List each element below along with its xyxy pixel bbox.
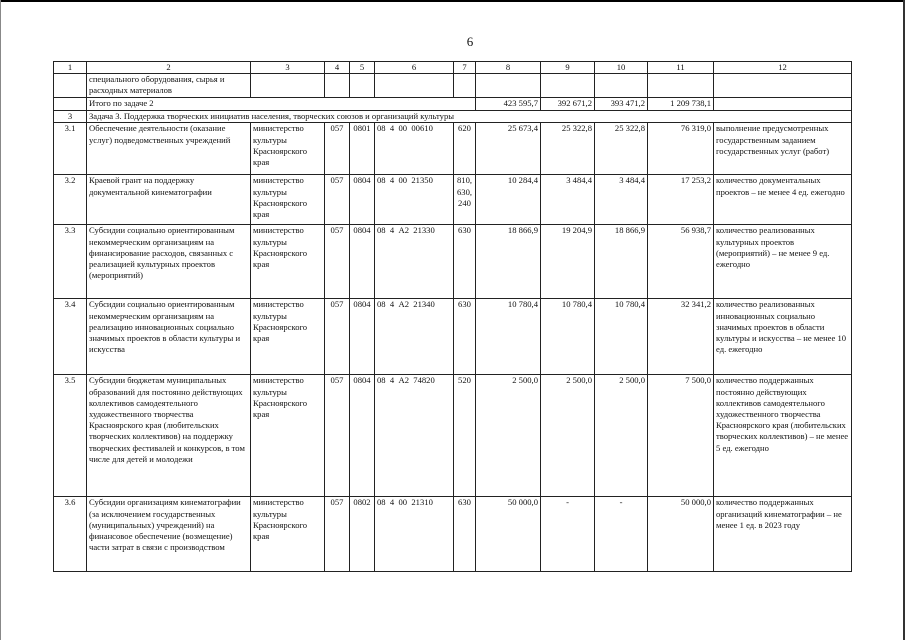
col-header-11: 11 (648, 62, 714, 74)
table-row (54, 497, 852, 572)
agency: министерство культуры Красноярского края (251, 375, 325, 497)
measure-name: Субсидии бюджетам муниципальных образований для постоянно действующих коллективов самодеятельного художественного творчества Красноярского края (любительских творческих коллективов) на поддержку творческих фестивалей и конкурсов, в том числе для детей и молодежи (87, 375, 251, 497)
value-8: 50 000,0 (476, 497, 541, 572)
value-10: 2 500,0 (595, 375, 648, 497)
agency: министерство культуры Красноярского края (251, 497, 325, 572)
total-label: Итого по задаче 2 (87, 98, 476, 111)
col-header-2: 2 (87, 62, 251, 74)
value-11: 50 000,0 (648, 497, 714, 572)
task-number: 3 (54, 111, 87, 123)
col-header-5: 5 (350, 62, 375, 74)
code-6: 08 4 00 00610 (375, 123, 454, 175)
col-header-10: 10 (595, 62, 648, 74)
value-11: 17 253,2 (648, 175, 714, 225)
row-number: 3.1 (54, 123, 87, 175)
col-header-7: 7 (454, 62, 476, 74)
code-6: 08 4 А2 74820 (375, 375, 454, 497)
page-left-border (0, 0, 1, 640)
carry-over-row (54, 74, 852, 98)
measure-name: Субсидии социально ориентированным некоммерческим организациям на финансирование расходов, связанных с реализацией культурных проектов (мероприятий) (87, 225, 251, 299)
value-8: 25 673,4 (476, 123, 541, 175)
program-table (53, 61, 852, 572)
code-7: 520 (454, 375, 476, 497)
value-8: 10 780,4 (476, 299, 541, 375)
result: количество поддержанных организаций кинематографии – не менее 1 ед. в 2023 году (714, 497, 852, 572)
agency: министерство культуры Красноярского края (251, 225, 325, 299)
carry-over-text: специального оборудования, сырья и расходных материалов (87, 74, 251, 98)
value-9: 3 484,4 (541, 175, 595, 225)
result: выполнение предусмотренных государственным заданием государственных услуг (работ) (714, 123, 852, 175)
agency: министерство культуры Красноярского края (251, 123, 325, 175)
table-row (54, 299, 852, 375)
value-9: 10 780,4 (541, 299, 595, 375)
value-9: - (541, 497, 595, 572)
row-number: 3.3 (54, 225, 87, 299)
code-7: 620 (454, 123, 476, 175)
measure-name: Субсидии социально ориентированным некоммерческим организациям на реализацию инновационных социально значимых проектов в области культуры и искусства (87, 299, 251, 375)
row-number: 3.4 (54, 299, 87, 375)
value-9: 25 322,8 (541, 123, 595, 175)
col-header-3: 3 (251, 62, 325, 74)
code-5: 0804 (350, 225, 375, 299)
code-6: 08 4 А2 21340 (375, 299, 454, 375)
code-4: 057 (325, 299, 350, 375)
table-row (54, 375, 852, 497)
col-header-4: 4 (325, 62, 350, 74)
col-header-12: 12 (714, 62, 852, 74)
col-header-8: 8 (476, 62, 541, 74)
value-10: 10 780,4 (595, 299, 648, 375)
col-header-9: 9 (541, 62, 595, 74)
code-7: 630 (454, 225, 476, 299)
total-value-8: 423 595,7 (476, 98, 541, 111)
value-8: 18 866,9 (476, 225, 541, 299)
value-11: 7 500,0 (648, 375, 714, 497)
code-4: 057 (325, 375, 350, 497)
code-5: 0801 (350, 123, 375, 175)
value-10: - (595, 497, 648, 572)
code-6: 08 4 00 21310 (375, 497, 454, 572)
col-header-6: 6 (375, 62, 454, 74)
code-4: 057 (325, 175, 350, 225)
result: количество реализованных инновационных социально значимых проектов в области культуры и искусства – не менее 10 ед. ежегодно (714, 299, 852, 375)
total-value-9: 392 671,2 (541, 98, 595, 111)
result: количество документальных проектов – не менее 4 ед. ежегодно (714, 175, 852, 225)
code-7: 810, 630, 240 (454, 175, 476, 225)
code-5: 0802 (350, 497, 375, 572)
code-7: 630 (454, 497, 476, 572)
code-5: 0804 (350, 175, 375, 225)
table-row (54, 225, 852, 299)
row-number: 3.6 (54, 497, 87, 572)
code-4: 057 (325, 225, 350, 299)
table-row (54, 123, 852, 175)
value-11: 76 319,0 (648, 123, 714, 175)
row-number: 3.5 (54, 375, 87, 497)
code-6: 08 4 А2 21330 (375, 225, 454, 299)
page-top-border (0, 0, 905, 2)
col-header-1: 1 (54, 62, 87, 74)
value-8: 10 284,4 (476, 175, 541, 225)
total-value-11: 1 209 738,1 (648, 98, 714, 111)
value-10: 18 866,9 (595, 225, 648, 299)
total-value-10: 393 471,2 (595, 98, 648, 111)
result: количество поддержанных постоянно действующих коллективов самодеятельного художественного творчества Красноярского края (любительских творческих коллективов) – не менее 5 ед. ежегодно (714, 375, 852, 497)
agency: министерство культуры Красноярского края (251, 299, 325, 375)
code-6: 08 4 00 21350 (375, 175, 454, 225)
value-11: 56 938,7 (648, 225, 714, 299)
value-11: 32 341,2 (648, 299, 714, 375)
task-title: Задача 3. Поддержка творческих инициатив населения, творческих союзов и организаций культуры (87, 111, 852, 123)
result: количество реализованных культурных проектов (мероприятий) – не менее 9 ед. ежегодно (714, 225, 852, 299)
value-10: 3 484,4 (595, 175, 648, 225)
value-8: 2 500,0 (476, 375, 541, 497)
code-4: 057 (325, 123, 350, 175)
task-row (54, 111, 852, 123)
measure-name: Обеспечение деятельности (оказание услуг) подведомственных учреждений (87, 123, 251, 175)
value-9: 2 500,0 (541, 375, 595, 497)
measure-name: Краевой грант на поддержку документальной кинематографии (87, 175, 251, 225)
value-9: 19 204,9 (541, 225, 595, 299)
agency: министерство культуры Красноярского края (251, 175, 325, 225)
total-row (54, 98, 852, 111)
value-10: 25 322,8 (595, 123, 648, 175)
table-row (54, 175, 852, 225)
measure-name: Субсидии организациям кинематографии (за исключением государственных (муниципальных) учреждений) на финансовое обеспечение (возмещение) части затрат в связи с производством (87, 497, 251, 572)
row-number: 3.2 (54, 175, 87, 225)
code-7: 630 (454, 299, 476, 375)
code-4: 057 (325, 497, 350, 572)
column-number-row (54, 62, 852, 74)
code-5: 0804 (350, 299, 375, 375)
page-number: 6 (466, 34, 474, 49)
code-5: 0804 (350, 375, 375, 497)
